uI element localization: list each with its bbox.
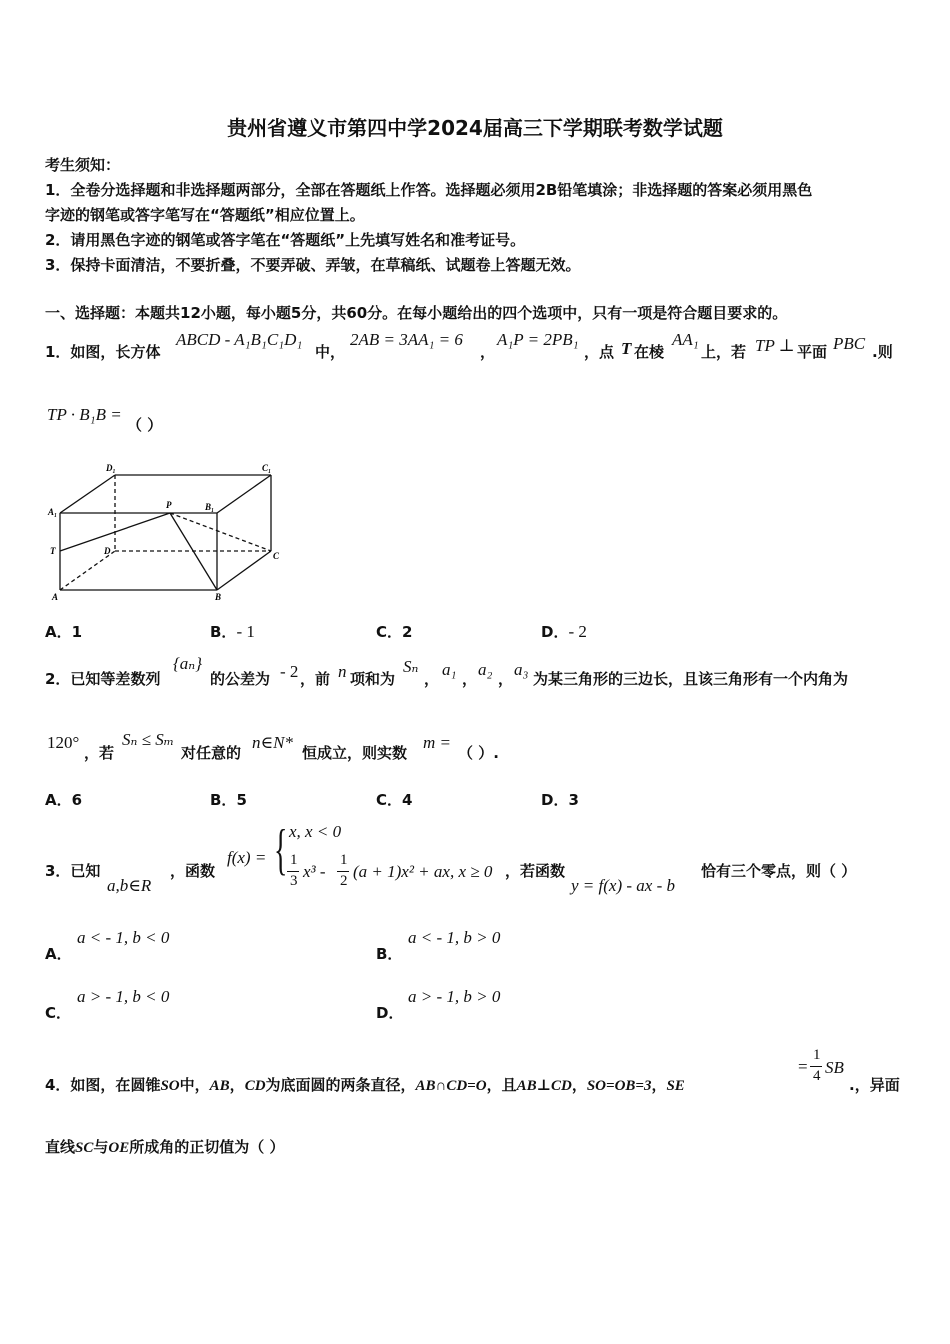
- notice-heading: 考生须知：: [45, 156, 121, 174]
- notice-line-1b: 字迹的钢笔或答字笔写在“答题纸”相应位置上。: [45, 206, 365, 224]
- q4-math-6: AB⊥CD: [516, 1078, 572, 1094]
- q2-option-d-value: 3: [568, 791, 579, 809]
- q3-text-1: 3．已知: [45, 862, 101, 880]
- q1-option-c-value: 2: [402, 623, 413, 641]
- q4-text-8: .，异面: [849, 1076, 900, 1094]
- q4-frac-den: 4: [813, 1068, 821, 1084]
- q4-text-5: ，且: [486, 1076, 517, 1094]
- q1-option-a-label: A．: [45, 623, 72, 641]
- q4-line2: [45, 1136, 284, 1157]
- q2-option-c-label: C．: [376, 791, 403, 809]
- q3-text-4: 恰有三个零点，则（ ）: [701, 862, 857, 880]
- q1-option-d-label: D．: [541, 623, 569, 641]
- q2-text-1: 2．已知等差数列: [45, 670, 161, 688]
- q4-line2-c: 与: [93, 1138, 109, 1156]
- fig-label-c1: C₁: [262, 463, 272, 473]
- q3-case2-frac2-bar: [337, 871, 349, 872]
- q1-math-6: TP ⊥: [755, 336, 795, 355]
- q1-text-1: 1．如图，长方体: [45, 343, 161, 361]
- q1-math-1: ABCD - A₁B₁C₁D₁: [176, 330, 303, 349]
- q1-math-3: A₁P = 2PB₁: [497, 330, 579, 349]
- q2-option-d-label: D．: [541, 791, 569, 809]
- q4-math-1: SO: [160, 1078, 180, 1094]
- q3-case2-frac1-den: 3: [290, 873, 298, 889]
- q4-frac-eq: =: [798, 1057, 808, 1076]
- q1-math-2: 2AB = 3AA₁ = 6: [350, 330, 463, 349]
- q4-text-4: 为底面圆的两条直径，: [265, 1076, 416, 1094]
- q3-brace: {: [274, 819, 288, 881]
- q3-case2-frac2-num: 1: [340, 852, 348, 868]
- q1-math-5: AA₁: [672, 330, 699, 349]
- q2-math-9: Sₙ ≤ Sₘ: [122, 730, 175, 749]
- q3-case2-frac1-num: 1: [290, 852, 298, 868]
- notice-line-2: 2．请用黑色字迹的钢笔或答字笔在“答题纸”上先填写姓名和准考证号。: [45, 231, 526, 249]
- q3-option-b-value: a < - 1, b > 0: [408, 928, 501, 947]
- q2-math-1: {aₙ}: [173, 654, 202, 673]
- q3-option-a-value: a < - 1, b < 0: [77, 928, 170, 947]
- q1-text-9: （ ）: [127, 416, 163, 434]
- q2-math-7: a₃: [514, 660, 529, 679]
- q3-case2-term2: (a + 1)x² + ax, x ≥ 0: [353, 862, 493, 881]
- q2-option-c[interactable]: [376, 789, 412, 810]
- q4-frac-sb: SB: [825, 1058, 844, 1077]
- q2-math-4: Sₙ: [403, 657, 419, 676]
- q2-math-5: a₁: [442, 660, 457, 679]
- q2-option-c-value: 4: [402, 791, 413, 809]
- q2-math-2: - 2: [280, 662, 299, 681]
- q1-option-b-value: - 1: [236, 622, 255, 641]
- q3-math-2: f(x) =: [227, 848, 267, 867]
- q1-text-2: 中，: [315, 343, 346, 361]
- q4-text-7: ，: [651, 1076, 667, 1094]
- q2-text-4: 项和为: [350, 670, 396, 688]
- q1-text-7: 平面: [797, 343, 828, 361]
- q1-text-3: ，: [480, 343, 496, 361]
- q4-text-6: ，: [571, 1076, 587, 1094]
- q4-frac-num: 1: [813, 1047, 821, 1063]
- fig-label-d: D: [104, 546, 111, 556]
- q3-option-c[interactable]: [45, 987, 170, 1022]
- q2-math-8: 120°: [47, 733, 80, 752]
- q2-text-11: 恒成立，则实数: [302, 744, 408, 762]
- q4-text-1: 4．如图，在圆锥: [45, 1076, 161, 1094]
- q1-option-a-value: 1: [71, 623, 83, 641]
- q2-option-a[interactable]: [45, 789, 82, 810]
- q3-option-c-label: C．: [45, 1004, 72, 1022]
- q1-text-4: ，点: [584, 343, 615, 361]
- q1-option-c[interactable]: [376, 621, 412, 642]
- q1-text-5: 在棱: [634, 343, 665, 361]
- q1-option-c-label: C．: [376, 623, 403, 641]
- q2-text-10: 对任意的: [181, 744, 242, 762]
- q2-math-3: n: [338, 662, 347, 681]
- q1-math-4: T: [621, 339, 632, 358]
- q1-math-8: TP · B₁B =: [47, 405, 122, 424]
- q2-text-3: ，前: [300, 670, 331, 688]
- q2-text-6: ，: [462, 670, 478, 688]
- q3-math-3: y = f(x) - ax - b: [571, 876, 675, 895]
- q4-math-2: AB: [209, 1078, 230, 1094]
- q4-math-3: CD: [244, 1078, 266, 1094]
- q3-option-b-label: B．: [376, 945, 403, 963]
- q4-line2-e: 所成角的正切值为（ ）: [129, 1138, 285, 1156]
- q2-math-10: n∈N*: [252, 733, 293, 752]
- q4-text-2: 中，: [179, 1076, 210, 1094]
- q2-option-b-value: 5: [236, 791, 247, 809]
- q4-line2-a: 直线: [45, 1138, 76, 1156]
- q2-option-b-label: B．: [210, 791, 237, 809]
- q2-option-d[interactable]: [541, 789, 579, 810]
- q1-text-8: .则: [872, 343, 893, 361]
- q2-text-2: 的公差为: [210, 670, 271, 688]
- fig-label-b1: B₁: [205, 502, 215, 512]
- q1-option-b-label: B．: [210, 623, 237, 641]
- q3-case2-term1: x³ -: [303, 862, 326, 881]
- q1-option-d[interactable]: [541, 621, 587, 642]
- q3-case2-frac2-den: 2: [340, 873, 348, 889]
- q2-text-12: （ ）.: [458, 744, 499, 762]
- q3-text-2: ，函数: [170, 862, 216, 880]
- q4-text-3: ，: [229, 1076, 245, 1094]
- fig-label-c: C: [273, 551, 280, 561]
- q4-line2-d: OE: [108, 1140, 130, 1156]
- q2-text-7: ，: [498, 670, 514, 688]
- q4-line1: [45, 1074, 685, 1095]
- fig-label-t: T: [50, 546, 56, 556]
- q2-math-6: a₂: [478, 660, 493, 679]
- q4-frac-bar: [810, 1066, 822, 1067]
- q3-case-1: x, x < 0: [289, 822, 342, 841]
- q3-option-a-label: A．: [45, 945, 72, 963]
- q3-option-d-label: D．: [376, 1004, 404, 1022]
- q3-case2-frac1-bar: [287, 871, 299, 872]
- q1-cuboid-figure: [40, 458, 300, 608]
- q1-option-b[interactable]: [210, 621, 255, 642]
- q4-math-8: SE: [666, 1078, 685, 1094]
- fig-label-d1: D₁: [106, 463, 116, 473]
- q3-option-d-value: a > - 1, b > 0: [408, 987, 501, 1006]
- q2-option-a-value: 6: [71, 791, 83, 809]
- q1-text-6: 上，若: [701, 343, 747, 361]
- q3-option-b[interactable]: [376, 928, 501, 963]
- q3-option-c-value: a > - 1, b < 0: [77, 987, 170, 1006]
- notice-line-3: 3．保持卡面清洁，不要折叠，不要弄破、弄皱，在草稿纸、试题卷上答题无效。: [45, 256, 581, 274]
- section-heading: 一、选择题：本题共12小题，每小题5分，共60分。在每小题给出的四个选项中，只有一项是符合题目要求的。: [45, 304, 788, 322]
- q2-option-b[interactable]: [210, 789, 247, 810]
- q3-math-1: a,b∈R: [107, 876, 152, 895]
- fig-label-b: B: [215, 592, 222, 602]
- notice-line-1: 1．全卷分选择题和非选择题两部分，全部在答题纸上作答。选择题必须用2B铅笔填涂；非选择题的答案必须用黑色: [45, 181, 813, 199]
- q2-option-a-label: A．: [45, 791, 72, 809]
- page-title: 贵州省遵义市第四中学2024届高三下学期联考数学试题: [227, 116, 723, 140]
- q2-text-8: 为某三角形的三边长，且该三角形有一个内角为: [533, 670, 849, 688]
- q2-text-9: ，若: [84, 744, 115, 762]
- fig-label-a1: A₁: [48, 507, 58, 517]
- q2-text-5: ，: [424, 670, 440, 688]
- q3-option-d[interactable]: [376, 987, 501, 1022]
- q1-option-d-value: - 2: [568, 622, 587, 641]
- q4-math-7: SO=OB=3: [586, 1078, 652, 1094]
- fig-label-a: A: [52, 592, 59, 602]
- q1-math-7: PBC: [833, 334, 866, 353]
- q4-line2-b: SC: [75, 1140, 94, 1156]
- q4-math-4: AB∩CD=O: [415, 1078, 487, 1094]
- fig-label-p: P: [166, 500, 172, 510]
- q1-option-a[interactable]: [45, 621, 82, 642]
- q3-text-3: ，若函数: [505, 862, 566, 880]
- q3-option-a[interactable]: [45, 928, 170, 963]
- q2-math-11: m =: [423, 733, 451, 752]
